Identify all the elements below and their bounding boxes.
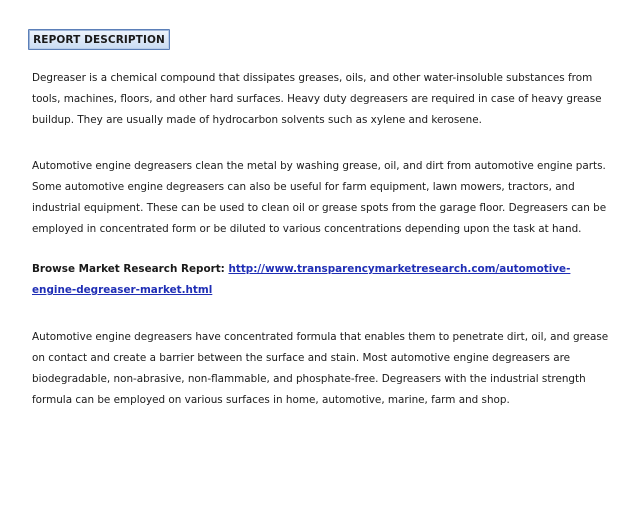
report-description-header	[28, 29, 170, 50]
paragraph-engine-degreaser-uses: Automotive engine degreasers clean the metal by washing grease, oil, and dirt from automotive engine parts. Some automotive engine degreasers can also be useful for farm equipment, lawn mowers, tractors, and industrial equipment. These can be used to clean oil or grease spots from the garage floor. Degreasers can be employed in concentrated form or be diluted to various concentrations depending upon the task at hand.	[32, 160, 607, 235]
browse-report-line	[32, 259, 612, 301]
paragraph-formula-properties: Automotive engine degreasers have concentrated formula that enables them to penetrate dirt, oil, and grease on contact and create a barrier between the surface and stain. Most automotive engine degreasers are biodegradable, non-abrasive, non-flammable, and phosphate-free. Degreasers with the industrial strength formula can be employed on various surfaces in home, automotive, marine, farm and shop.	[32, 331, 609, 406]
report-link[interactable]: http://www.transparencymarketresearch.com/automotive-engine-degreaser-market.html	[32, 263, 571, 296]
browse-report-label: Browse Market Research Report:	[32, 263, 229, 275]
paragraph-degreaser-definition: Degreaser is a chemical compound that dissipates greases, oils, and other water-insoluble substances from tools, machines, floors, and other hard surfaces. Heavy duty degreasers are required in case of heavy grease buildup. They are usually made of hydrocarbon solvents such as xylene and kerosene.	[32, 72, 602, 126]
report-description-title: REPORT DESCRIPTION	[33, 33, 165, 46]
